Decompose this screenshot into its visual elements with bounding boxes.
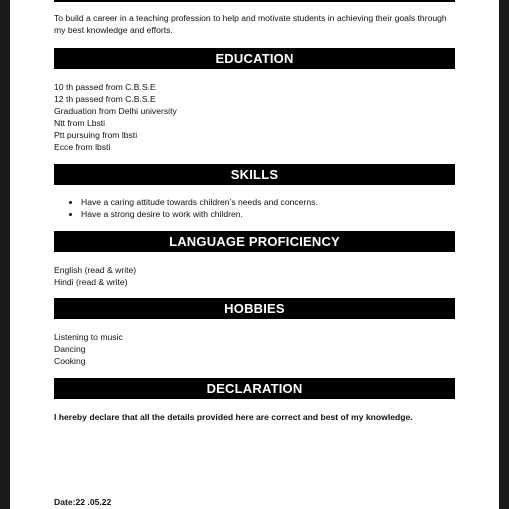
hobby-item: Listening to music [54, 332, 123, 342]
hobbies-heading: HOBBIES [54, 298, 455, 319]
education-item: Ecce from lbsti [54, 142, 111, 152]
education-heading: EDUCATION [54, 48, 455, 69]
language-list [54, 264, 459, 288]
skills-list [54, 196, 318, 220]
skill-item: • Have a caring attitude towards children’s needs and concerns. [81, 196, 318, 208]
hobby-item: Cooking [54, 356, 86, 366]
education-item: Ntt from Lbsti [54, 118, 106, 128]
education-item: 12 th passed from C.B.S.E [54, 94, 156, 104]
declaration-text: I hereby declare that all the details provided here are correct and best of my knowledge. [54, 412, 413, 422]
skill-item: • Have a strong desire to work with children. [81, 208, 318, 220]
education-item: Graduation from Delhi university [54, 106, 177, 116]
education-list [54, 81, 459, 153]
language-item: Hindi (read & write) [54, 277, 128, 287]
hobbies-list [54, 331, 459, 367]
language-item: English (read & write) [54, 265, 137, 275]
hobby-item: Dancing [54, 344, 86, 354]
date-text: Date:22 .05.22 [54, 497, 112, 507]
language-heading: LANGUAGE PROFICIENCY [54, 231, 455, 252]
objective-text: To build a career in a teaching profession to help and motivate students in achieving their goals through my best knowledge and efforts. [54, 13, 447, 35]
education-item: Ptt pursuing from lbsti [54, 130, 138, 140]
top-section-bar [54, 0, 455, 2]
resume-page [10, 0, 499, 509]
declaration-heading: DECLARATION [54, 378, 455, 399]
skills-heading: SKILLS [54, 164, 455, 185]
education-item: 10 th passed from C.B.S.E [54, 82, 156, 92]
